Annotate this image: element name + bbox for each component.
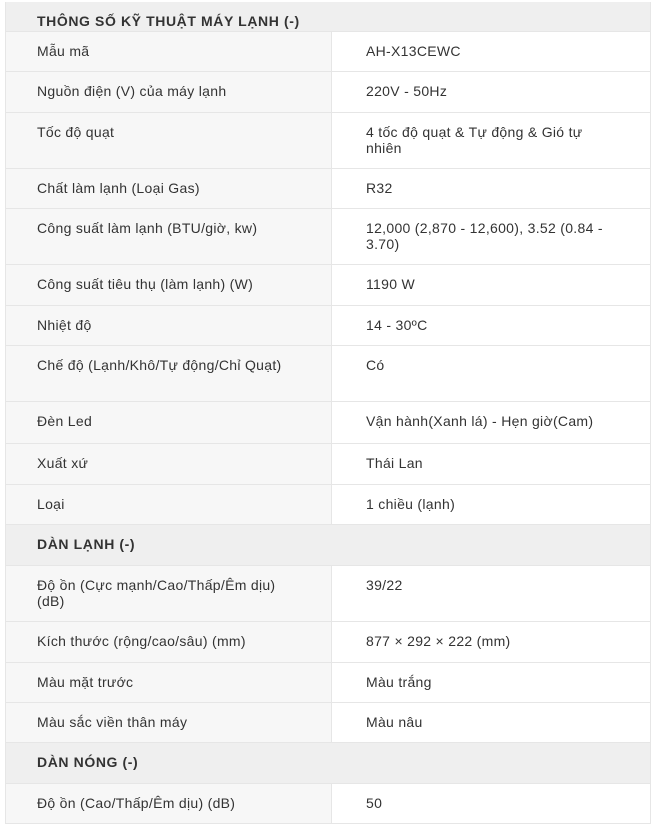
spec-value: 39/22 <box>332 565 651 621</box>
section-title: DÀN LẠNH (-) <box>6 524 651 565</box>
spec-label: Tốc độ quạt <box>6 112 332 168</box>
spec-value: 14 - 30ºC <box>332 305 651 345</box>
spec-row <box>6 71 651 112</box>
spec-row <box>6 168 651 208</box>
spec-row <box>6 345 651 401</box>
spec-row <box>6 31 651 71</box>
spec-value: 50 <box>332 783 651 823</box>
spec-row <box>6 264 651 305</box>
spec-label: Độ ồn (Cực mạnh/Cao/Thấp/Êm dịu) (dB) <box>6 565 332 621</box>
spec-row <box>6 443 651 484</box>
section-header <box>6 524 651 565</box>
spec-label: Màu mặt trước <box>6 662 332 702</box>
spec-label: Kích thước (rộng/cao/sâu) (mm) <box>6 621 332 662</box>
spec-value: 1 chiều (lạnh) <box>332 484 651 524</box>
spec-row <box>6 662 651 702</box>
spec-label: Nhiệt độ <box>6 305 332 345</box>
spec-label: Nguồn điện (V) của máy lạnh <box>6 71 332 112</box>
spec-value: 877 × 292 × 222 (mm) <box>332 621 651 662</box>
spec-value: AH-X13CEWC <box>332 31 651 71</box>
spec-value: 4 tốc độ quạt & Tự động & Gió tự nhiên <box>332 112 651 168</box>
spec-label: Mẫu mã <box>6 31 332 71</box>
spec-row <box>6 305 651 345</box>
spec-row <box>6 565 651 621</box>
spec-value: Màu trắng <box>332 662 651 702</box>
spec-row <box>6 783 651 823</box>
spec-row <box>6 484 651 524</box>
spec-label: Chất làm lạnh (Loại Gas) <box>6 168 332 208</box>
spec-row <box>6 208 651 264</box>
spec-label: Xuất xứ <box>6 443 332 484</box>
spec-value: Thái Lan <box>332 443 651 484</box>
spec-value: 1190 W <box>332 264 651 305</box>
spec-label: Công suất tiêu thụ (làm lạnh) (W) <box>6 264 332 305</box>
spec-value: Màu nâu <box>332 702 651 742</box>
spec-table <box>5 2 651 824</box>
section-title: THÔNG SỐ KỸ THUẬT MÁY LẠNH (-) <box>6 2 651 31</box>
section-header <box>6 742 651 783</box>
spec-row <box>6 112 651 168</box>
spec-value: Vận hành(Xanh lá) - Hẹn giờ(Cam) <box>332 401 651 443</box>
spec-label: Công suất làm lạnh (BTU/giờ, kw) <box>6 208 332 264</box>
spec-value: 12,000 (2,870 - 12,600), 3.52 (0.84 - 3.70) <box>332 208 651 264</box>
section-header <box>6 2 651 31</box>
spec-value: 220V - 50Hz <box>332 71 651 112</box>
spec-row <box>6 702 651 742</box>
spec-label: Chế độ (Lạnh/Khô/Tự động/Chỉ Quạt) <box>6 345 332 401</box>
spec-row <box>6 621 651 662</box>
spec-value: R32 <box>332 168 651 208</box>
spec-label: Loại <box>6 484 332 524</box>
spec-label: Đèn Led <box>6 401 332 443</box>
spec-label: Màu sắc viền thân máy <box>6 702 332 742</box>
spec-label: Độ ồn (Cao/Thấp/Êm dịu) (dB) <box>6 783 332 823</box>
spec-value: Có <box>332 345 651 401</box>
spec-row <box>6 401 651 443</box>
section-title: DÀN NÓNG (-) <box>6 742 651 783</box>
